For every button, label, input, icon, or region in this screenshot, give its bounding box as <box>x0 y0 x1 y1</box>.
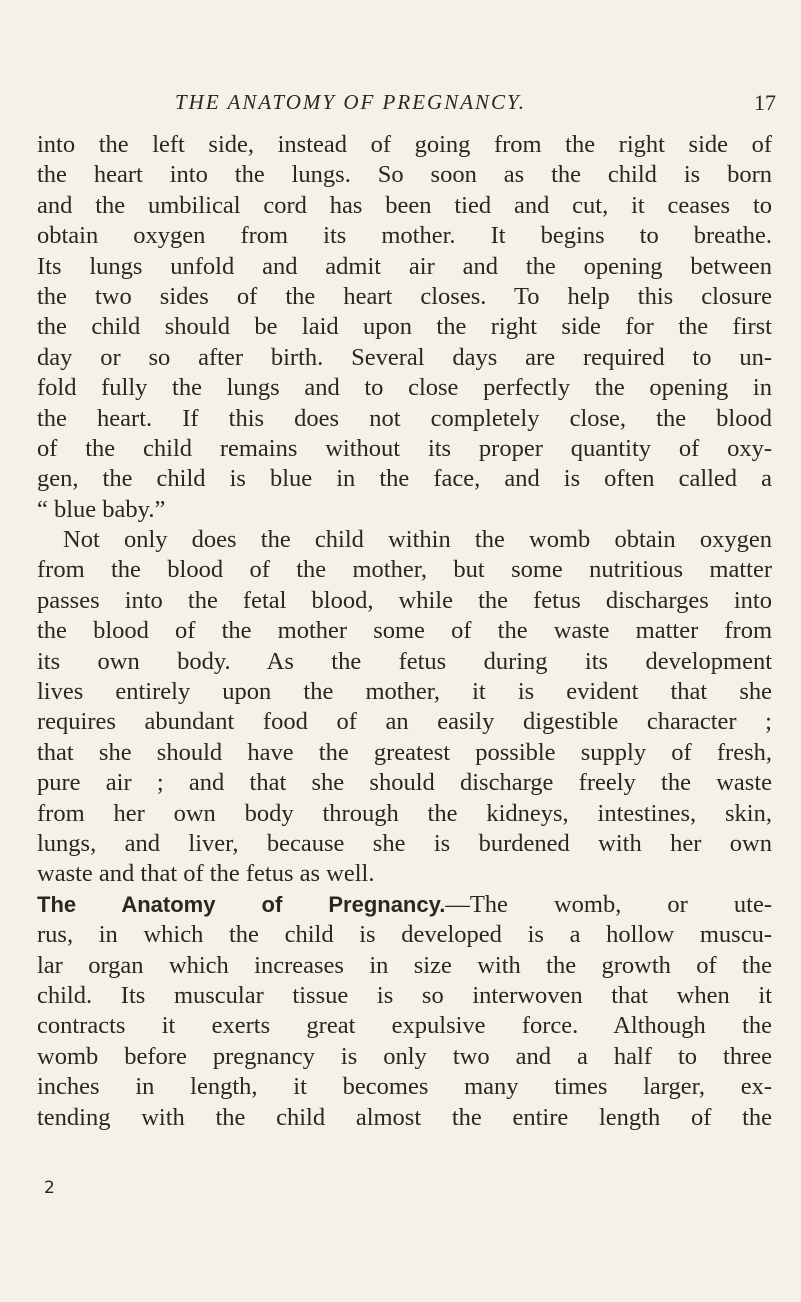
text-line: from the blood of the mother, but some nutritious matter <box>37 556 772 584</box>
text-line: fold fully the lungs and to close perfectly the opening in <box>37 374 772 402</box>
text-line: passes into the fetal blood, while the fetus discharges into <box>37 586 772 614</box>
section-first-line <box>37 890 772 920</box>
text-line: the two sides of the heart closes. To help this closure <box>37 282 772 310</box>
text-line: lar organ which increases in size with the growth of the <box>37 951 772 979</box>
text-line: the child should be laid upon the right side for the first <box>37 313 772 341</box>
text-line: contracts it exerts great expulsive force. Although the <box>37 1012 772 1040</box>
text-line: waste and that of the fetus as well. <box>37 860 375 888</box>
signature-mark: 2 <box>44 1178 55 1198</box>
text-line: that she should have the greatest possible supply of fresh, <box>37 738 772 766</box>
text-line: of the child remains without its proper quantity of oxy- <box>37 434 772 462</box>
text-line: into the left side, instead of going from the right side of <box>37 131 772 158</box>
text-line: pure air ; and that she should discharge freely the waste <box>37 769 772 797</box>
text-line: the heart into the lungs. So soon as the child is born <box>37 161 772 189</box>
text-line: obtain oxygen from its mother. It begins to breathe. <box>37 222 772 250</box>
body-text <box>37 130 772 1133</box>
text-line: womb before pregnancy is only two and a half to three <box>37 1042 772 1070</box>
text-line: child. Its muscular tissue is so interwoven that when it <box>37 981 772 1009</box>
text-line: Its lungs unfold and admit air and the opening between <box>37 252 772 280</box>
text-line: inches in length, it becomes many times larger, ex- <box>37 1073 772 1101</box>
running-title: THE ANATOMY OF PREGNANCY. <box>175 90 527 114</box>
text-line: gen, the child is blue in the face, and is often called a <box>37 465 772 493</box>
text-line: the blood of the mother some of the waste matter from <box>37 617 772 645</box>
text-line: the heart. If this does not completely close, the blood <box>37 404 772 432</box>
text-line: and the umbilical cord has been tied and cut, it ceases to <box>37 191 772 219</box>
text-line: requires abundant food of an easily digestible character ; <box>37 708 772 736</box>
section-text: —The womb, or ute- <box>445 890 772 918</box>
text-line: day or so after birth. Several days are required to un- <box>37 343 772 371</box>
text-line: from her own body through the kidneys, intestines, skin, <box>37 799 772 827</box>
section-heading: The Anatomy of Pregnancy. <box>37 891 446 917</box>
text-line: Not only does the child within the womb obtain oxygen <box>63 526 772 554</box>
text-line: tending with the child almost the entire length of the <box>37 1103 772 1131</box>
text-line: rus, in which the child is developed is a hollow muscu- <box>37 921 772 949</box>
text-line: its own body. As the fetus during its development <box>37 647 772 675</box>
running-head <box>0 90 801 120</box>
text-line: lives entirely upon the mother, it is evident that she <box>37 678 772 706</box>
page-number: 17 <box>754 90 776 115</box>
text-line: lungs, and liver, because she is burdened with her own <box>37 829 772 857</box>
text-line: “ blue baby.” <box>37 495 166 523</box>
